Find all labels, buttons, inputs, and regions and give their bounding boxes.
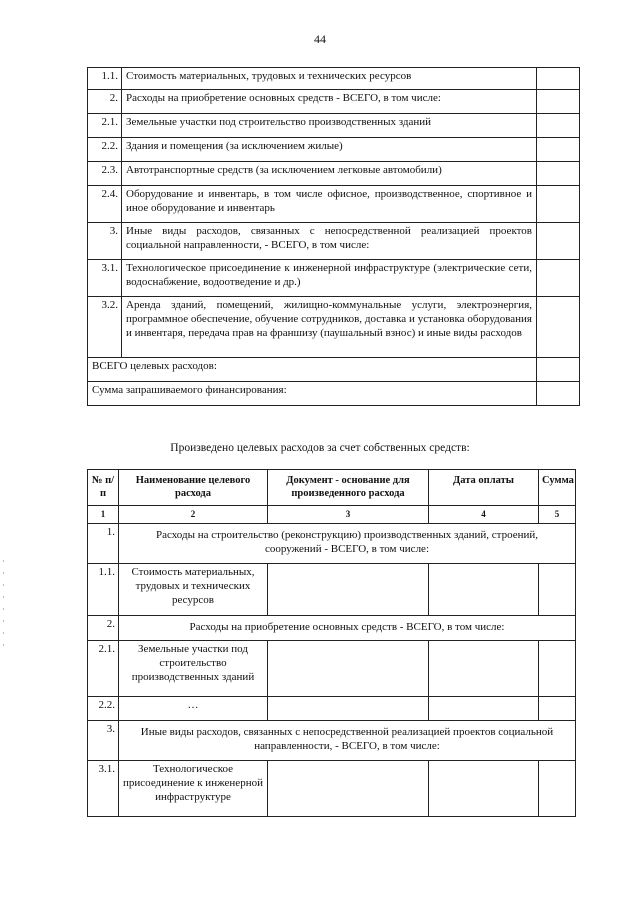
column-header: Документ - основание для произведенного расхода <box>268 470 429 506</box>
total-value-cell <box>537 358 580 382</box>
table-row <box>88 297 580 358</box>
total-label: ВСЕГО целевых расходов: <box>88 358 537 382</box>
row-text: Технологическое присоединение к инженерной инфраструктуре (электрические сети, водоснабжение, водоотведение и др.) <box>122 260 537 297</box>
row-number: 2. <box>88 90 122 114</box>
column-index: 1 <box>88 506 119 524</box>
row-text: Иные виды расходов, связанных с непосредственной реализацией проектов социальной направленности, - ВСЕГО, в том числе: <box>122 223 537 260</box>
table-row <box>88 641 576 697</box>
row-number: 2.1. <box>88 114 122 138</box>
sum-cell <box>539 564 576 616</box>
expenses-table <box>87 67 580 406</box>
row-number: 3.1. <box>88 260 122 297</box>
row-value-cell <box>537 260 580 297</box>
row-number: 2.1. <box>88 641 119 697</box>
table-row <box>88 260 580 297</box>
column-index: 2 <box>119 506 268 524</box>
column-header: Наименование целевого расхода <box>119 470 268 506</box>
document-cell <box>268 761 429 817</box>
row-text: Расходы на приобретение основных средств - ВСЕГО, в том числе: <box>122 90 537 114</box>
sum-cell <box>539 697 576 721</box>
row-number: 3.2. <box>88 297 122 358</box>
row-text: Расходы на приобретение основных средств - ВСЕГО, в том числе: <box>119 616 576 641</box>
row-value-cell <box>537 138 580 162</box>
document-cell <box>268 697 429 721</box>
payment-date-cell <box>429 761 539 817</box>
column-header: Дата оплаты <box>429 470 539 506</box>
page-number: 44 <box>314 32 326 46</box>
payment-date-cell <box>429 641 539 697</box>
total-value-cell <box>537 382 580 406</box>
row-number: 2. <box>88 616 119 641</box>
row-value-cell <box>537 114 580 138</box>
row-value-cell <box>537 223 580 260</box>
row-number: 2.3. <box>88 162 122 186</box>
table-row <box>88 223 580 260</box>
payment-date-cell <box>429 697 539 721</box>
row-text: Здания и помещения (за исключением жилые) <box>122 138 537 162</box>
table-row <box>88 162 580 186</box>
row-text: Стоимость материальных, трудовых и технических ресурсов <box>122 68 537 90</box>
row-text: Технологическое присоединение к инженерной инфраструктуре <box>119 761 268 817</box>
table-row <box>88 616 576 641</box>
total-row <box>88 382 580 406</box>
row-text: Земельные участки под строительство производственных зданий <box>119 641 268 697</box>
table-row <box>88 761 576 817</box>
table-row <box>88 524 576 564</box>
table-row <box>88 564 576 616</box>
row-value-cell <box>537 297 580 358</box>
document-cell <box>268 564 429 616</box>
column-header: № п/п <box>88 470 119 506</box>
table-row <box>88 697 576 721</box>
row-value-cell <box>537 186 580 223</box>
payment-date-cell <box>429 564 539 616</box>
own-funds-expenses-table <box>87 469 576 817</box>
row-number: 2.2. <box>88 138 122 162</box>
total-label: Сумма запрашиваемого финансирования: <box>88 382 537 406</box>
row-text: … <box>119 697 268 721</box>
own-funds-caption: Произведено целевых расходов за счет собственных средств: <box>170 442 470 454</box>
row-text: Расходы на строительство (реконструкцию) производственных зданий, строений, сооружений - ВСЕГО, в том числе: <box>119 524 576 564</box>
row-number: 1. <box>88 524 119 564</box>
sum-cell <box>539 761 576 817</box>
row-value-cell <box>537 68 580 90</box>
scan-margin-marks <box>3 560 4 860</box>
row-number: 2.4. <box>88 186 122 223</box>
row-number: 3. <box>88 223 122 260</box>
row-value-cell <box>537 90 580 114</box>
document-cell <box>268 641 429 697</box>
total-row <box>88 358 580 382</box>
row-number: 1.1. <box>88 564 119 616</box>
row-number: 3.1. <box>88 761 119 817</box>
row-text: Аренда зданий, помещений, жилищно-коммунальные услуги, электроэнергия, программное обеспечение, обучение сотрудников, доставка и установка оборудования и инвентаря, передача прав на франшизу (паушальный взнос) и иные виды расходов <box>122 297 537 358</box>
table-row <box>88 68 580 90</box>
table-row <box>88 114 580 138</box>
row-text: Земельные участки под строительство производственных зданий <box>122 114 537 138</box>
row-text: Оборудование и инвентарь, в том числе офисное, производственное, спортивное и иное оборудование и инвентарь <box>122 186 537 223</box>
row-text: Иные виды расходов, связанных с непосредственной реализацией проектов социальной направленности, - ВСЕГО, в том числе: <box>119 721 576 761</box>
column-header: Сумма <box>539 470 576 506</box>
column-index: 3 <box>268 506 429 524</box>
column-index: 4 <box>429 506 539 524</box>
table-row <box>88 721 576 761</box>
column-index: 5 <box>539 506 576 524</box>
table-row <box>88 138 580 162</box>
row-number: 1.1. <box>88 68 122 90</box>
row-number: 3. <box>88 721 119 761</box>
row-text: Стоимость материальных, трудовых и технических ресурсов <box>119 564 268 616</box>
row-value-cell <box>537 162 580 186</box>
sum-cell <box>539 641 576 697</box>
table-row <box>88 186 580 223</box>
table-row <box>88 90 580 114</box>
row-text: Автотранспортные средств (за исключением легковые автомобили) <box>122 162 537 186</box>
row-number: 2.2. <box>88 697 119 721</box>
